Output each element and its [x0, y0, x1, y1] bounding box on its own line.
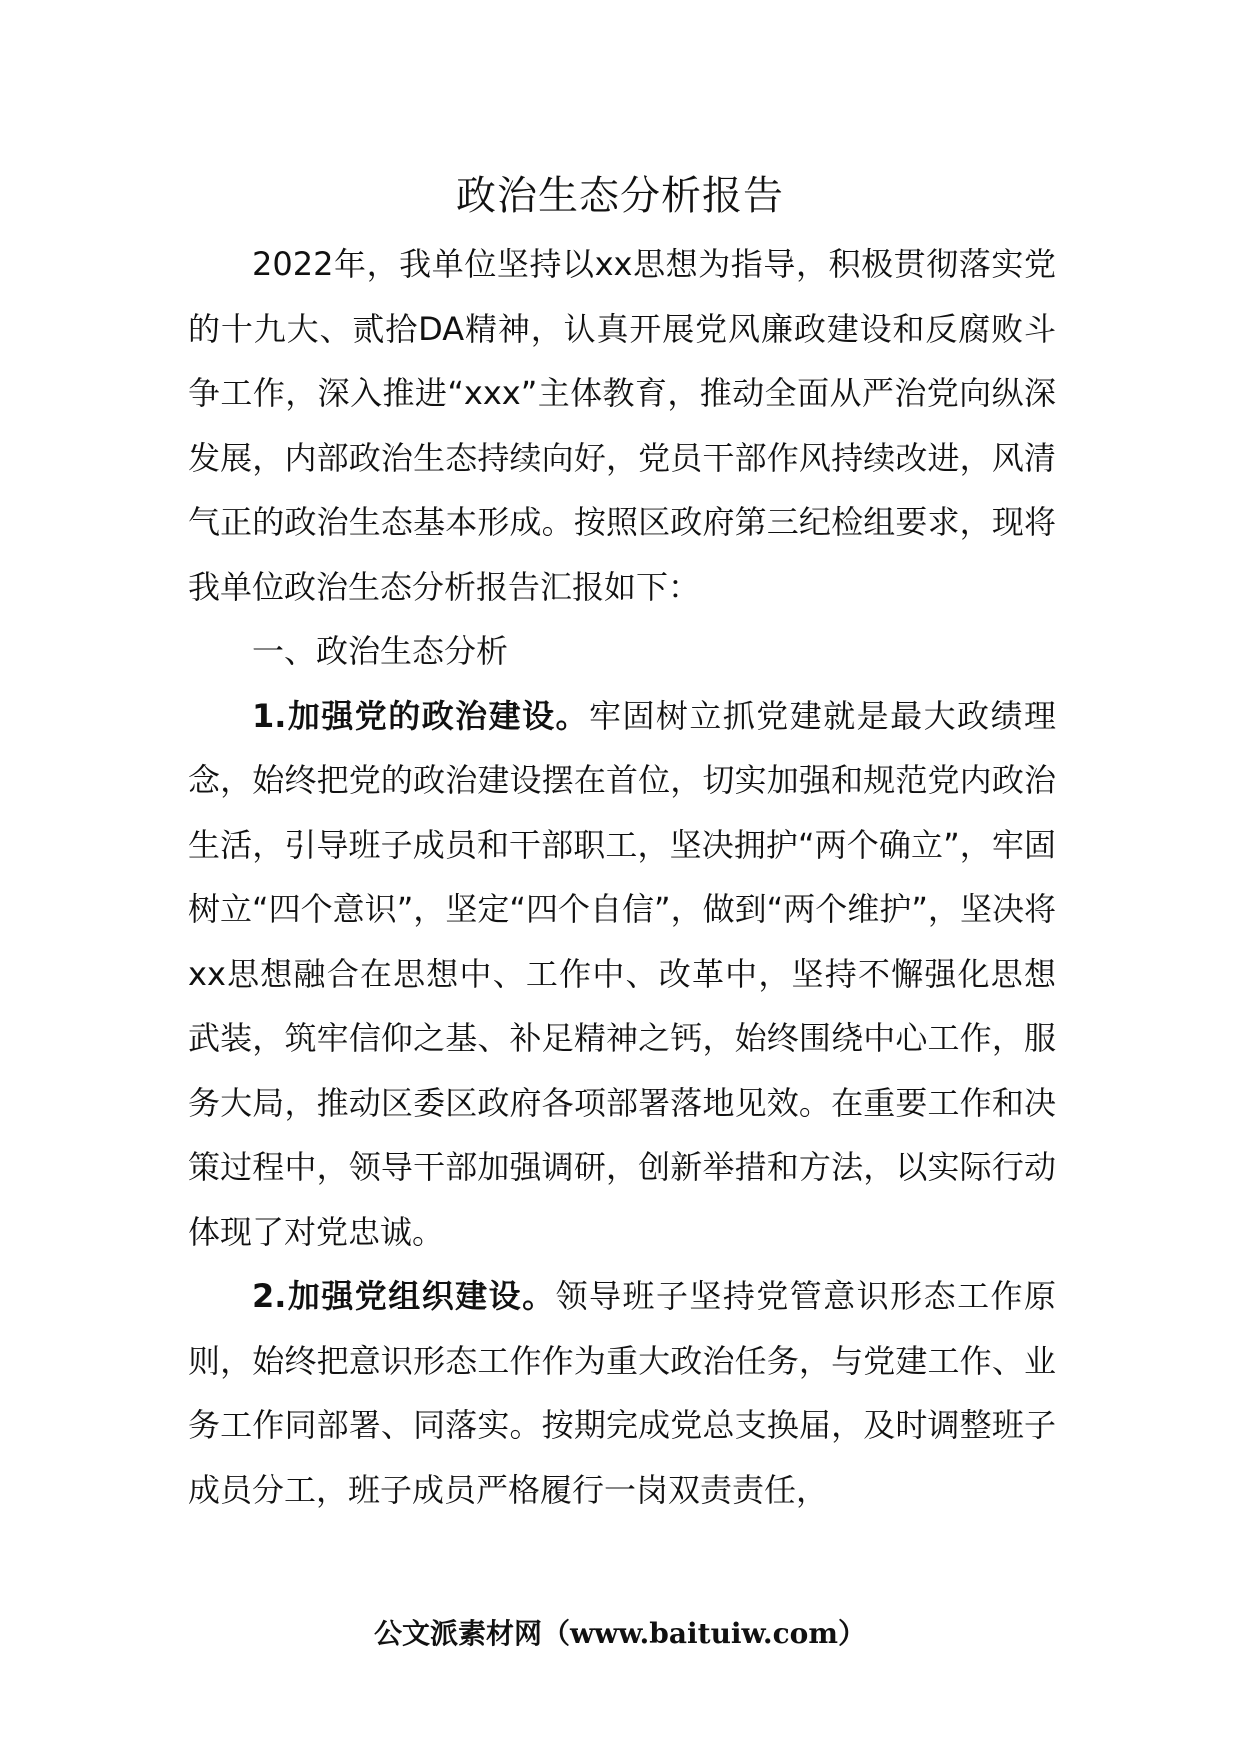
- item-paragraph-1: [188, 684, 1056, 1265]
- item-text-2: 领导班子坚持党管意识形态工作原则，始终把意识形态工作作为重大政治任务，与党建工作、业务工作同部署、同落实。按期完成党总支换届，及时调整班子成员分工，班子成员严格履行一岗双责责任，: [188, 1277, 1056, 1509]
- document-body: [188, 232, 1056, 1522]
- footer-website: 公文派素材网（www.baituiw.com）: [374, 1617, 866, 1650]
- intro-paragraph: 2022年，我单位坚持以xx思想为指导，积极贯彻落实党的十九大、贰拾DA精神，认真开展党风廉政建设和反腐败斗争工作，深入推进“xxx”主体教育，推动全面从严治党向纵深发展，内部政治生态持续向好，党员干部作风持续改进，风清气正的政治生态基本形成。按照区政府第三纪检组要求，现将我单位政治生态分析报告汇报如下：: [188, 245, 1056, 606]
- section-heading: 一、政治生态分析: [252, 632, 509, 670]
- item-text-1: 牢固树立抓党建就是最大政绩理念，始终把党的政治建设摆在首位，切实加强和规范党内政治生活，引导班子成员和干部职工，坚决拥护“两个确立”，牢固树立“四个意识”，坚定“四个自信”，做到“两个维护”，坚决将xx思想融合在思想中、工作中、改革中，坚持不懈强化思想武装，筑牢信仰之基、补足精神之钙，始终围绕中心工作，服务大局，推动区委区政府各项部署落地见效。在重要工作和决策过程中，领导干部加强调研，创新举措和方法，以实际行动体现了对党忠诚。: [188, 696, 1056, 1251]
- item-lead-2: 2.加强党组织建设。: [252, 1277, 556, 1315]
- item-paragraph-2: [188, 1264, 1056, 1522]
- item-lead-1: 1.加强党的政治建设。: [252, 696, 590, 735]
- document-title: 政治生态分析报告: [456, 173, 784, 219]
